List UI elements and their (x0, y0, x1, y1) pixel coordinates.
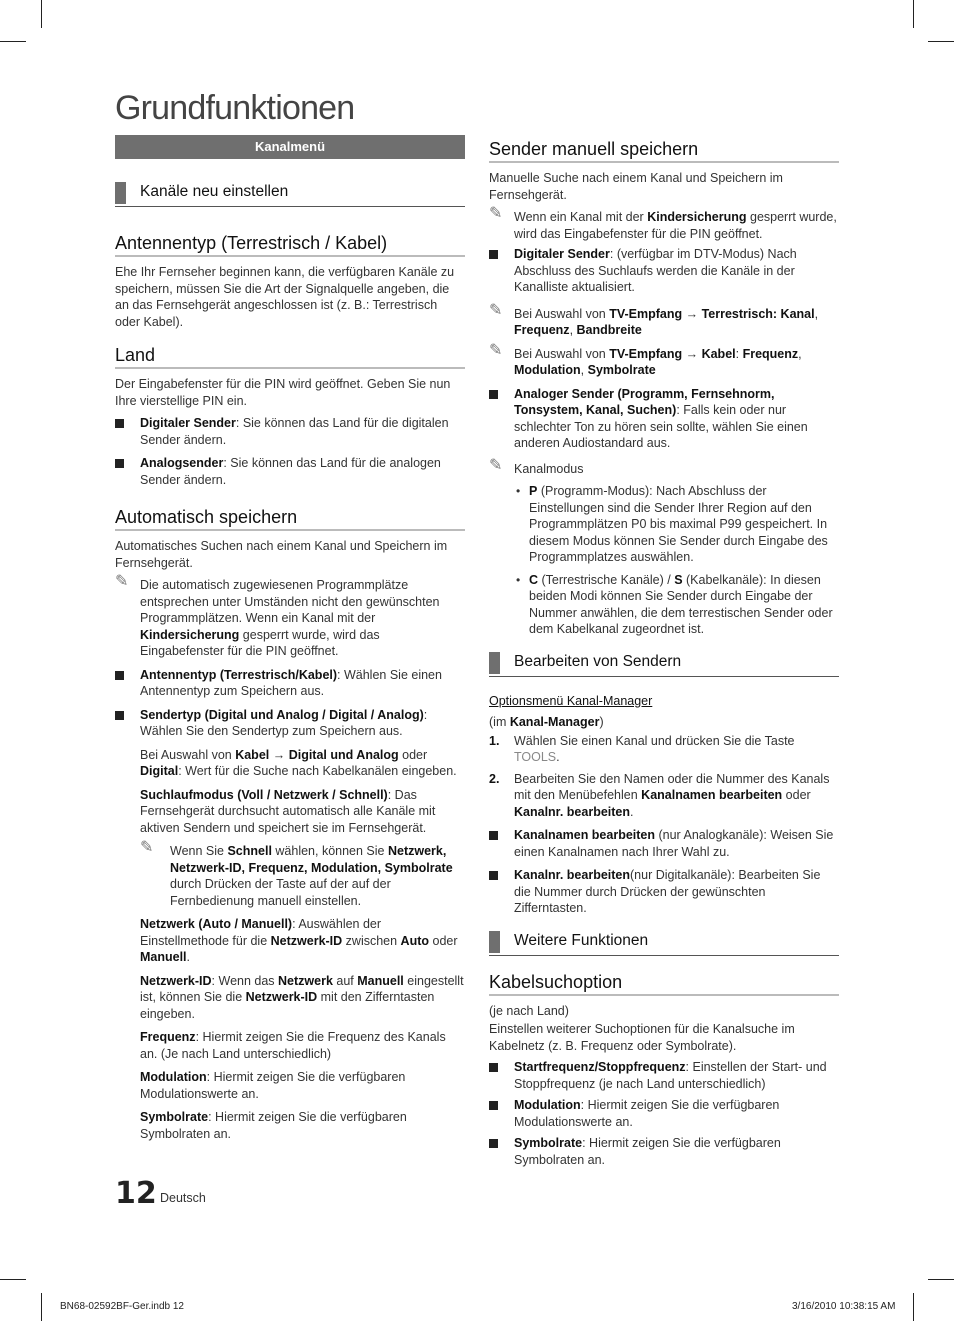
crop-mark (913, 0, 914, 28)
text: : Wenn das (211, 973, 279, 988)
item-text: : Wählen Sie einen Antennentyp zum Speichern aus. (140, 667, 442, 698)
pencil-note-icon: ✎ (489, 301, 503, 319)
list-item (489, 827, 839, 860)
pencil-note-icon: ✎ (489, 341, 503, 359)
note-text: Die automatisch zugewiesenen Programmplätze entsprechen unter Umständen nicht den gewünschten Programmplätzen. Wenn ein Kanal mit der (140, 578, 440, 625)
list-item (115, 415, 465, 448)
bold-term: Digital (140, 764, 179, 778)
square-bullet-icon (115, 671, 124, 680)
subheading-reset-channels (115, 182, 465, 207)
print-file-info: BN68-02592BF-Ger.indb 12 (60, 1301, 184, 1312)
item-text: : Hiermit zeigen Sie die verfügbaren Modulationswerte an. (514, 1098, 780, 1129)
item-text: (nur Digitalkanäle): Bearbeiten Sie die Nummer durch Drücken der gewünschten Zifferntasten. (514, 868, 821, 915)
options-menu-title: Optionsmenü Kanal-Manager (489, 693, 653, 708)
list-item (489, 1097, 839, 1130)
menu-bar-kanalmenu: Kanalmenü (115, 135, 465, 159)
square-bullet-icon (489, 1139, 498, 1148)
square-bullet-icon (115, 711, 124, 720)
bold-term: Modulation (514, 363, 581, 377)
text: mit den Zifferntasten eingeben. (140, 990, 435, 1021)
note (115, 573, 465, 660)
bold-term: Kanalnamen bearbeiten (641, 788, 783, 802)
text: durch Drücken der Taste auf der auf der Fernbedienung manuell einstellen. (170, 877, 391, 908)
list-item (489, 386, 839, 452)
square-bullet-icon (489, 390, 498, 399)
item-text: : Hiermit zeigen Sie die verfügbaren Symbolraten an. (514, 1136, 781, 1167)
bold-term: P (529, 484, 538, 498)
bold-term: Bandbreite (576, 323, 642, 337)
crop-mark (41, 0, 42, 28)
bold-term: Digitaler Sender (514, 247, 610, 261)
pencil-note-icon: ✎ (140, 839, 154, 856)
text: . (186, 950, 191, 964)
bold-term: Kanalnr. bearbeiten (514, 868, 631, 882)
paragraph-auto: Automatisches Suchen nach einem Kanal und Speichern im Fernsehgerät. (115, 539, 448, 570)
heading-auto-store: Automatisch speichern (115, 506, 465, 531)
bold-term: Terrestrisch: Kanal (701, 306, 815, 321)
paragraph-symbolrate (115, 1109, 465, 1142)
numbered-step (489, 771, 839, 821)
bold-term: Netzwerk-ID (140, 973, 212, 988)
bold-term: S (674, 572, 683, 587)
text: Bei Auswahl von (140, 747, 236, 762)
options-menu-label (489, 693, 839, 710)
text: oder (782, 788, 811, 802)
subheading-label: Kanäle neu einstellen (140, 183, 289, 200)
list-item (489, 1059, 839, 1092)
heading-manual-store: Sender manuell speichern (489, 138, 839, 163)
list-item (115, 707, 465, 740)
text: , (580, 363, 588, 377)
heading-antenna-type: Antennentyp (Terrestrisch / Kabel) (115, 232, 465, 257)
bold-term: Sendertyp (Digital und Analog / Digital / Analog) (140, 707, 424, 722)
text: Kanalmodus (514, 461, 584, 476)
text: Wenn Sie (170, 844, 228, 858)
bold-term: Suchlaufmodus (Voll / Netzwerk / Schnell) (140, 787, 388, 802)
text: : Hiermit zeigen Sie die Frequenz des Kanals an. (Je nach Land unterschiedlich) (140, 1030, 446, 1061)
arrow-text: → (269, 747, 289, 762)
list-item (115, 667, 465, 700)
bold-term: Manuell (140, 950, 187, 964)
square-bullet-icon (489, 831, 498, 840)
page-title: Grundfunktionen (115, 89, 355, 127)
bold-term: Netzwerk-ID (245, 990, 318, 1004)
paragraph-modulation (115, 1069, 465, 1102)
bold-term: Frequenz (140, 1030, 196, 1044)
arrow-text: → (682, 306, 702, 321)
square-bullet-icon (489, 1101, 498, 1110)
list-item (489, 246, 839, 296)
crop-mark (928, 41, 954, 42)
subheading-label: Bearbeiten von Sendern (514, 652, 682, 670)
note (489, 456, 839, 478)
text: : Hiermit zeigen Sie die verfügbaren Symbolraten an. (140, 1110, 407, 1141)
bold-term: Frequenz (742, 346, 799, 361)
list-item (489, 867, 839, 917)
text: ) (599, 715, 604, 729)
bold-term: Kanal-Manager (509, 715, 600, 729)
item-text: : Wählen Sie den Sendertyp zum Speichern aus. (140, 707, 428, 738)
text: auf (332, 973, 358, 988)
right-column (489, 135, 839, 1168)
square-bullet-icon (489, 871, 498, 880)
text: . (630, 804, 634, 819)
bold-term: Digitaler Sender (140, 416, 236, 430)
text: gesperrt wurde, wird das Eingabefenster für die PIN geöffnet. (514, 210, 837, 241)
crop-mark (913, 1293, 914, 1321)
text: , (798, 346, 802, 361)
bold-term: Kindersicherung (140, 627, 240, 642)
bold-term: Kanalnr. bearbeiten (514, 804, 631, 819)
item-text: (Programm-Modus): Nach Abschluss der Einstellungen sind die Sender Ihrer Region auf den Programmplätzen P0 bis maximal P99 gespeichert. In diesem Modus können Sie Sender durch Eingabe des Programmplatzes auswählen. (529, 484, 828, 564)
list-item (115, 455, 465, 488)
note (115, 839, 465, 909)
bold-term: Analoger Sender (Programm, Fernsehnorm, Tonsystem, Kanal, Suchen) (514, 386, 775, 417)
bold-term: Schnell (227, 844, 272, 858)
text: oder (398, 747, 428, 762)
item-text: (nur Analogkanäle): Weisen Sie einen Kanalnamen nach Ihrer Wahl zu. (514, 828, 834, 859)
bold-term: Kabel (235, 747, 270, 762)
bold-term: Kabel (701, 346, 736, 361)
subheading-label: Weitere Funktionen (514, 931, 649, 949)
paragraph-in-manager (489, 714, 839, 731)
bold-term: Modulation (514, 1098, 581, 1112)
pencil-note-icon: ✎ (115, 573, 129, 590)
text: Bearbeiten Sie den Namen oder die Nummer des Kanals mit den Menübefehlen (514, 771, 830, 802)
subheading-bar-icon (115, 182, 126, 204)
left-column (115, 135, 465, 1142)
text: zwischen (342, 933, 401, 948)
page-language: Deutsch (160, 1191, 206, 1205)
paragraph-network (115, 916, 465, 966)
bold-term: Symbolrate (587, 363, 656, 377)
text: eingestellt ist, können Sie die (140, 973, 464, 1004)
list-item (489, 1135, 839, 1168)
text: . (556, 750, 560, 764)
page-number: 12 (115, 1176, 157, 1211)
dot-bullet-icon: • (516, 484, 521, 498)
paragraph-frequency (115, 1029, 465, 1062)
bold-term: Analogsender (140, 456, 224, 470)
crop-mark (0, 1279, 26, 1280)
bold-term: Netzwerk (Auto / Manuell) (140, 917, 293, 931)
item-text: : (verfügbar im DTV-Modus) Nach Abschluss des Suchlaufs werden die Kanäle in der Kanalliste aktualisiert. (514, 247, 797, 294)
subheading-edit-channels (489, 652, 839, 677)
text: : Wert für die Suche nach Kabelkanälen eingeben. (178, 764, 457, 778)
text: : Hiermit zeigen Sie die verfügbaren Modulationswerte an. (140, 1070, 406, 1101)
text: Bei Auswahl von (514, 306, 610, 321)
note (489, 301, 839, 339)
square-bullet-icon (489, 250, 498, 259)
subheading-bar-icon (489, 931, 500, 953)
square-bullet-icon (115, 419, 124, 428)
tools-key-label: TOOLS (514, 750, 557, 764)
crop-mark (41, 1293, 42, 1321)
bold-term: Netzwerk-ID (270, 933, 343, 948)
paragraph-country: (je nach Land) (489, 1003, 569, 1018)
text: Bei Auswahl von (514, 346, 610, 361)
paragraph-cable (115, 747, 465, 780)
paragraph-network-id (115, 973, 465, 1023)
dot-bullet-icon: • (516, 572, 521, 587)
text: Wenn ein Kanal mit der (514, 210, 648, 224)
bold-term: TV-Empfang (609, 306, 683, 321)
heading-land: Land (115, 344, 465, 369)
bold-term: Antennentyp (Terrestrisch/Kabel) (140, 667, 338, 682)
step-number: 2. (489, 771, 500, 786)
text: oder (429, 933, 458, 948)
arrow-text: → (682, 346, 702, 361)
text: : (735, 346, 743, 361)
note-text: gesperrt wurde, wird das Eingabefenster für die PIN geöffnet. (140, 627, 380, 658)
text: , (814, 306, 819, 321)
paragraph-manual: Manuelle Suche nach einem Kanal und Speichern im Fernsehgerät. (489, 171, 783, 202)
item-text: : Sie können das Land für die digitalen Sender ändern. (140, 416, 449, 447)
subheading-bar-icon (489, 652, 500, 674)
bold-term: Kindersicherung (647, 210, 747, 224)
note (489, 205, 839, 242)
bold-term: Netzwerk, Netzwerk-ID, Frequenz, Modulation, Symbolrate (170, 844, 453, 875)
bold-term: Startfrequenz/Stoppfrequenz (514, 1060, 686, 1074)
paragraph-land: Der Eingabefenster für die PIN wird geöffnet. Geben Sie nun Ihre vierstellige PIN ein. (115, 377, 451, 408)
crop-mark (0, 41, 26, 42)
bold-term: Symbolrate (140, 1110, 209, 1124)
text: Wählen Sie einen Kanal und drücken Sie die Taste (514, 733, 795, 748)
list-item (489, 483, 839, 566)
bold-term: Kanalnamen bearbeiten (514, 828, 656, 842)
bold-term: Modulation (140, 1070, 207, 1084)
list-item (489, 572, 839, 638)
text: wählen, können Sie (271, 844, 388, 858)
bold-term: TV-Empfang (609, 346, 683, 361)
paragraph-cable-options: Einstellen weiterer Suchoptionen für die Kanalsuche im Kabelnetz (z. B. Frequenz oder Symbolrate). (489, 1022, 795, 1053)
subheading-more-functions (489, 931, 839, 956)
text: : Auswählen der Einstellmethode für die (140, 917, 382, 948)
note (489, 341, 839, 379)
bold-term: Digital und Analog (288, 747, 399, 762)
bold-term: Manuell (357, 973, 404, 988)
item-text: : Einstellen der Start- und Stoppfrequenz (je nach Land unterschiedlich) (514, 1060, 827, 1091)
paragraph-search-mode (115, 787, 465, 837)
item-text: (Terrestrische Kanäle) / (538, 572, 675, 587)
bold-term: Auto (400, 933, 430, 948)
paragraph-antenna: Ehe Ihr Fernseher beginnen kann, die verfügbaren Kanäle zu speichern, müssen Sie die Art der Signalquelle angeben, die an das Fernsehgerät angeschlossen ist (z. B.: Terrestrisch oder Kabel). (115, 265, 455, 329)
bold-term: Frequenz (514, 323, 570, 337)
item-text: (Kabelkanäle): In diesen beiden Modi können Sie Sender durch Eingabe der Nummer anwählen, die dem terrestischen Sender oder dem Kabelkanal zugeordnet ist. (529, 572, 833, 636)
print-timestamp: 3/16/2010 10:38:15 AM (792, 1301, 896, 1312)
bold-term: Netzwerk (278, 973, 333, 988)
square-bullet-icon (115, 459, 124, 468)
pencil-note-icon: ✎ (489, 205, 503, 222)
pencil-note-icon: ✎ (489, 456, 503, 474)
numbered-step (489, 733, 839, 766)
bold-term: Symbolrate (514, 1136, 583, 1150)
square-bullet-icon (489, 1063, 498, 1072)
bold-term: C (529, 572, 539, 587)
crop-mark (928, 1279, 954, 1280)
item-text: : Falls kein oder nur schlechter Ton zu hören sein sollte, wählen Sie einen anderen Audiostandard aus. (514, 403, 808, 450)
heading-cable-search: Kabelsuchoption (489, 971, 839, 996)
item-text: : Sie können das Land für die analogen Sender ändern. (140, 456, 441, 487)
text: : Das Fernsehgerät durchsucht automatisch alle Kanäle mit aktiven Sendern und speichert sie im Fernsehgerät. (140, 787, 436, 835)
text: (im (489, 715, 510, 729)
step-number: 1. (489, 733, 500, 748)
text: , (569, 323, 577, 337)
